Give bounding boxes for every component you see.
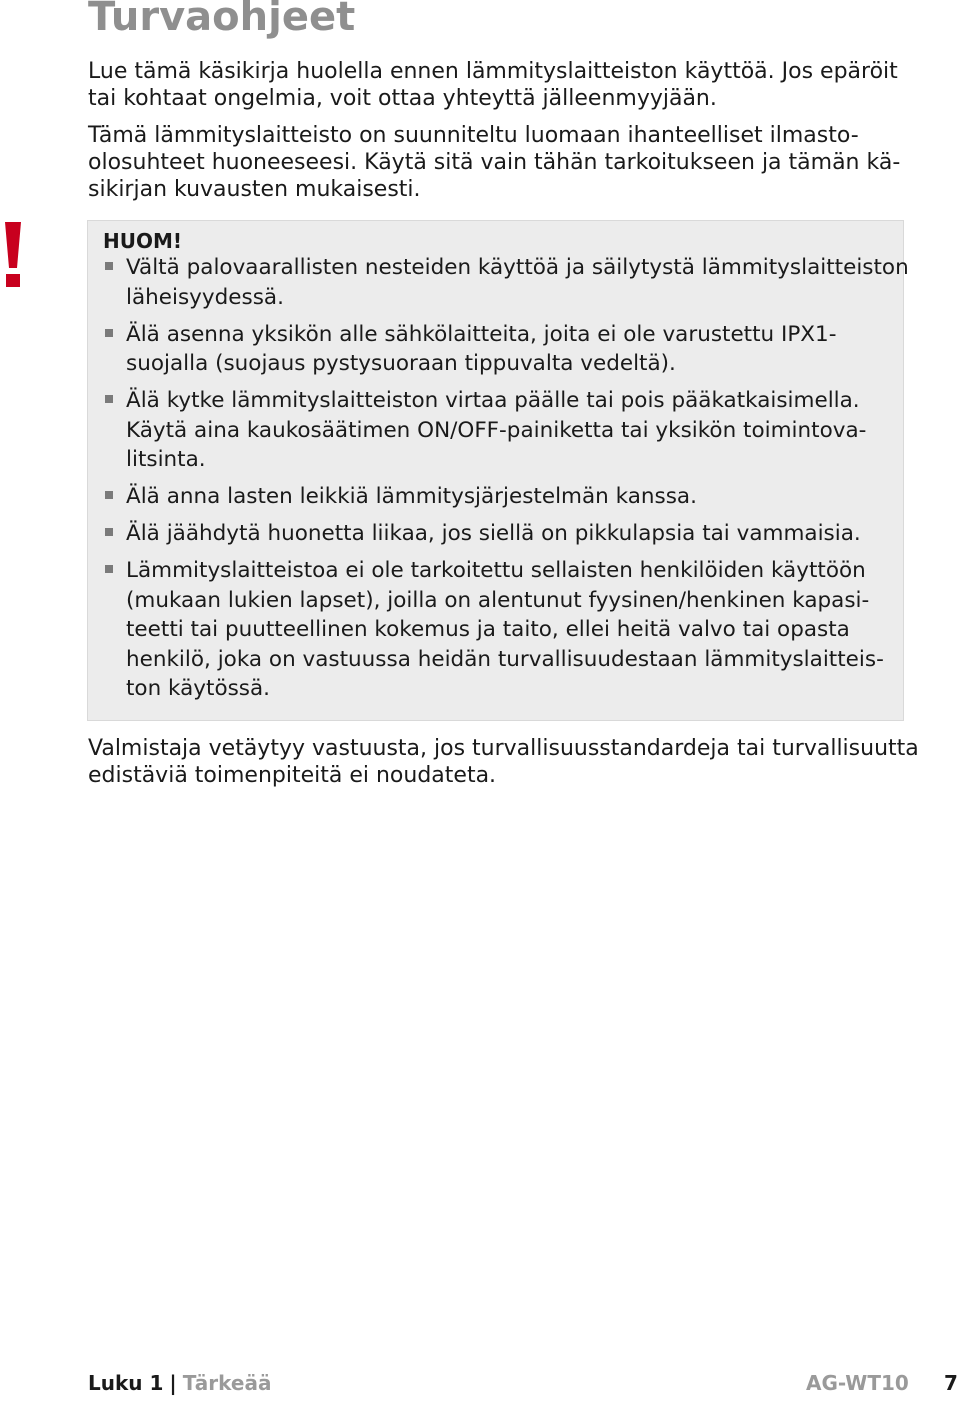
page-number: 7	[944, 1371, 958, 1395]
notice-list	[88, 253, 909, 711]
text-line: Tämä lämmityslaitteisto on suunniteltu luomaan ihanteelliset ilmasto-	[88, 123, 859, 148]
text-line: olosuhteet huoneeseesi. Käytä sitä vain tähän tarkoitukseen ja tämän kä-	[88, 150, 901, 175]
text-line: henkilö, joka on vastuussa heidän turvallisuudestaan lämmityslaitteis-	[126, 646, 884, 672]
footer-separator: |	[169, 1371, 177, 1395]
bullet-icon	[105, 395, 113, 403]
bullet-icon	[105, 491, 113, 499]
text-line: Käytä aina kaukosäätimen ON/OFF-painiketta tai yksikön toimintova-	[126, 417, 867, 443]
exclamation-icon	[2, 222, 24, 288]
bullet-icon	[105, 565, 113, 573]
closing-paragraph	[88, 735, 919, 789]
text-line: ton käytössä.	[126, 676, 271, 701]
list-item	[88, 482, 903, 512]
text-line: Älä asenna yksikön alle sähkölaitteita, joita ei ole varustettu IPX1-	[126, 321, 837, 347]
text-line: teetti tai puutteellinen kokemus ja taito, ellei heitä valvo tai opasta	[126, 617, 850, 642]
list-item	[88, 320, 903, 379]
list-item	[88, 556, 903, 704]
text-line: Älä kytke lämmityslaitteiston virtaa päälle tai pois pääkatkaisimella.	[126, 388, 860, 413]
bullet-icon	[105, 262, 113, 270]
text-line: Lämmityslaitteistoa ei ole tarkoitettu sellaisten henkilöiden käyttöön	[126, 558, 866, 583]
footer-model: AG-WT10	[806, 1371, 909, 1395]
intro-paragraph-1	[88, 58, 908, 112]
text-line: (mukaan lukien lapset), joilla on alentunut fyysinen/henkinen kapasi-	[126, 587, 870, 613]
text-line: Valmistaja vetäytyy vastuusta, jos turvallisuusstandardeja tai turvallisuutta	[88, 736, 919, 761]
page-footer	[88, 1371, 271, 1395]
bullet-icon	[105, 528, 113, 536]
text-line: edistäviä toimenpiteitä ei noudateta.	[88, 763, 497, 788]
page-title: Turvaohjeet	[88, 0, 356, 40]
notice-heading: HUOM!	[103, 229, 183, 253]
text-line: Lue tämä käsikirja huolella ennen lämmityslaitteiston käyttöä. Jos epäröit	[88, 59, 898, 84]
text-line: läheisyydessä.	[126, 284, 284, 310]
list-item	[88, 253, 909, 312]
text-line: Vältä palovaarallisten nesteiden käyttöä ja säilytystä lämmityslaitteiston	[126, 255, 909, 280]
list-item	[88, 386, 903, 475]
text-line: Älä jäähdytä huonetta liikaa, jos siellä on pikkulapsia tai vammaisia.	[126, 521, 861, 546]
text-line: tai kohtaat ongelmia, voit ottaa yhteyttä jälleenmyyjään.	[88, 86, 717, 111]
text-line: sikirjan kuvausten mukaisesti.	[88, 177, 421, 202]
text-line: Älä anna lasten leikkiä lämmitysjärjestelmän kanssa.	[126, 484, 697, 509]
text-line: suojalla (suojaus pystysuoraan tippuvalta vedeltä).	[126, 351, 676, 376]
text-line: litsinta.	[126, 447, 206, 472]
bullet-icon	[105, 329, 113, 337]
footer-chapter: Luku 1	[88, 1371, 164, 1395]
notice-box	[87, 220, 909, 721]
footer-section: Tärkeää	[182, 1371, 272, 1395]
intro-paragraph-2	[88, 122, 908, 203]
list-item	[88, 519, 903, 549]
